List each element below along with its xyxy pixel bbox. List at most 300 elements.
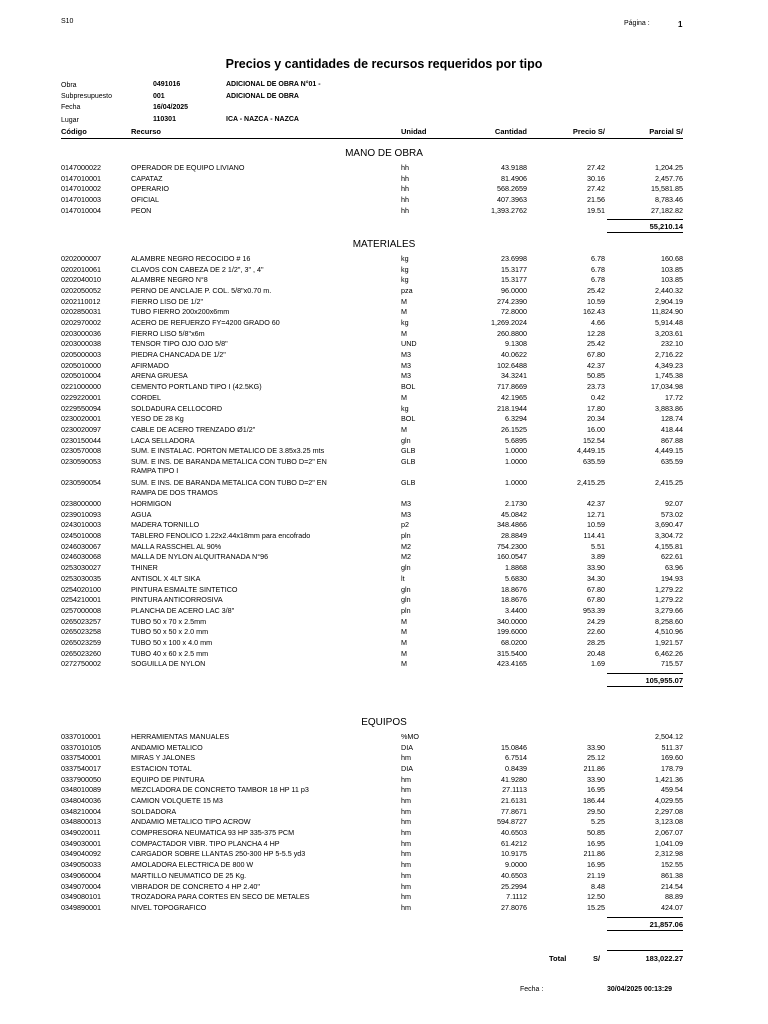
resource-price: 10.59 bbox=[587, 520, 605, 530]
resource-quantity: 81.4906 bbox=[501, 173, 527, 183]
total-currency: S/ bbox=[593, 954, 601, 963]
resource-description: ANDAMIO METALICO TIPO ACROW bbox=[131, 817, 251, 827]
resource-parcial: 11,824.90 bbox=[651, 307, 683, 317]
resource-unit: M3 bbox=[401, 350, 411, 360]
resource-unit: %MO bbox=[401, 732, 419, 741]
resource-price: 16.00 bbox=[587, 424, 605, 434]
resource-code: 0147010002 bbox=[61, 184, 101, 194]
resource-code: 0272750002 bbox=[61, 659, 101, 669]
fecha-value: 16/04/2025 bbox=[153, 104, 189, 111]
resource-code: 0202010061 bbox=[61, 264, 101, 274]
resource-price: 29.50 bbox=[587, 806, 605, 816]
resource-parcial: 232.10 bbox=[661, 339, 683, 349]
resource-unit: gln bbox=[401, 584, 411, 594]
resource-parcial: 1,279.22 bbox=[655, 584, 683, 594]
resource-code: 0203000038 bbox=[61, 339, 101, 349]
resource-quantity: 6.7514 bbox=[505, 753, 527, 763]
resource-description: NIVEL TOPOGRAFICO bbox=[131, 902, 207, 912]
resource-code: 0349030001 bbox=[61, 838, 101, 848]
resource-quantity: 2.1730 bbox=[505, 499, 527, 509]
obra-code: 0491016 bbox=[153, 81, 181, 88]
resource-quantity: 61.4212 bbox=[501, 838, 527, 848]
resource-unit: DIA bbox=[401, 742, 413, 752]
resource-parcial: 5,914.48 bbox=[655, 318, 683, 328]
resource-parcial: 1,204.25 bbox=[655, 163, 683, 172]
resource-price: 12.28 bbox=[587, 328, 605, 338]
resource-quantity: 1.0000 bbox=[505, 456, 527, 466]
resource-quantity: 25.2994 bbox=[501, 881, 527, 891]
resource-quantity: 717.8669 bbox=[497, 382, 527, 392]
resource-quantity: 160.0547 bbox=[497, 552, 527, 562]
resource-quantity: 77.8671 bbox=[501, 806, 527, 816]
resource-parcial: 6,462.26 bbox=[655, 648, 683, 658]
resource-unit: hm bbox=[401, 838, 411, 848]
resource-parcial: 103.85 bbox=[661, 264, 683, 274]
resource-parcial: 3,690.47 bbox=[655, 520, 683, 530]
resource-price: 5.25 bbox=[591, 817, 605, 827]
resource-price: 28.25 bbox=[587, 637, 605, 647]
resource-price: 17.80 bbox=[587, 403, 605, 413]
resource-unit: M bbox=[401, 328, 407, 338]
column-precio: Precio S/ bbox=[572, 127, 605, 136]
resource-description: TUBO FIERRO 200x200x6mm bbox=[131, 307, 230, 317]
resource-description: AMOLADORA ELECTRICA DE 800 W bbox=[131, 860, 254, 870]
resource-code: 0246030068 bbox=[61, 552, 101, 562]
resource-quantity: 5.6895 bbox=[505, 435, 527, 445]
resource-parcial: 3,203.61 bbox=[655, 328, 683, 338]
report-code: S10 bbox=[61, 18, 74, 25]
resource-parcial: 715.57 bbox=[661, 659, 683, 669]
resource-description: SOLDADURA CELLOCORD bbox=[131, 403, 223, 413]
resource-code: 0230590053 bbox=[61, 456, 101, 466]
resource-unit: hm bbox=[401, 806, 411, 816]
resource-parcial: 1,041.09 bbox=[655, 838, 683, 848]
resource-description: VIBRADOR DE CONCRETO 4 HP 2.40" bbox=[131, 881, 260, 891]
resource-unit: hm bbox=[401, 849, 411, 859]
resource-code: 0337540017 bbox=[61, 764, 101, 774]
resource-price: 4,449.15 bbox=[577, 446, 605, 456]
resource-price: 6.78 bbox=[591, 264, 605, 274]
resource-unit: M3 bbox=[401, 360, 411, 370]
resource-quantity: 26.1525 bbox=[501, 424, 527, 434]
resource-quantity: 7.1112 bbox=[506, 892, 527, 902]
resource-quantity: 1.0000 bbox=[505, 446, 527, 456]
column-parcial: Parcial S/ bbox=[649, 127, 683, 136]
resource-unit: hm bbox=[401, 892, 411, 902]
resource-price: 42.37 bbox=[587, 499, 605, 509]
resource-unit: lt bbox=[401, 573, 405, 583]
resource-code: 0349070004 bbox=[61, 881, 101, 891]
resource-parcial: 27,182.82 bbox=[651, 205, 683, 215]
resource-unit: hh bbox=[401, 173, 409, 183]
section-subtotal: 105,955.07 bbox=[645, 675, 683, 685]
resource-code: 0265023257 bbox=[61, 616, 101, 626]
resource-unit: M2 bbox=[401, 541, 411, 551]
resource-quantity: 218.1944 bbox=[497, 403, 527, 413]
resource-quantity: 40.0622 bbox=[501, 350, 527, 360]
resource-price: 162.43 bbox=[583, 307, 605, 317]
resource-unit: BOL bbox=[401, 382, 416, 392]
resource-description-continued: RAMPA TIPO I bbox=[131, 466, 179, 476]
resource-code: 0205000003 bbox=[61, 350, 101, 360]
resource-price: 23.73 bbox=[587, 382, 605, 392]
resource-description: AFIRMADO bbox=[131, 360, 169, 370]
resource-code: 0230020001 bbox=[61, 414, 101, 424]
resource-quantity: 1,269.2024 bbox=[491, 318, 527, 328]
resource-price: 1.69 bbox=[591, 659, 605, 669]
resource-description: ALAMBRE NEGRO N°8 bbox=[131, 275, 208, 285]
resource-code: 0202040010 bbox=[61, 275, 101, 285]
resource-description: SOLDADORA bbox=[131, 806, 177, 816]
resource-unit: hh bbox=[401, 205, 409, 215]
resource-description: ANTISOL X 4LT SIKA bbox=[131, 573, 201, 583]
resource-unit: M2 bbox=[401, 552, 411, 562]
lugar-label: Lugar bbox=[61, 117, 79, 124]
resource-quantity: 72.8000 bbox=[501, 307, 527, 317]
resource-unit: DIA bbox=[401, 764, 413, 774]
resource-parcial: 1,279.22 bbox=[655, 595, 683, 605]
resource-code: 0230020097 bbox=[61, 424, 101, 434]
resource-price: 12.50 bbox=[587, 892, 605, 902]
resource-quantity: 15.3177 bbox=[501, 264, 527, 274]
subpresupuesto-label: Subpresupuesto bbox=[61, 93, 112, 100]
lugar-name: ICA - NAZCA - NAZCA bbox=[226, 116, 299, 123]
resource-price: 67.80 bbox=[587, 595, 605, 605]
resource-quantity: 315.5400 bbox=[497, 648, 527, 658]
resource-code: 0147010004 bbox=[61, 205, 101, 215]
resource-description: CARGADOR SOBRE LLANTAS 250-300 HP 5-5.5 yd3 bbox=[131, 849, 306, 859]
resource-parcial: 103.85 bbox=[661, 275, 683, 285]
resource-quantity: 9.1308 bbox=[505, 339, 527, 349]
resource-description: CABLE DE ACERO TRENZADO Ø1/2" bbox=[131, 424, 256, 434]
resource-quantity: 40.6503 bbox=[501, 870, 527, 880]
resource-price: 186.44 bbox=[583, 796, 605, 806]
section-subtotal: 55,210.14 bbox=[649, 222, 683, 232]
lugar-code: 110301 bbox=[153, 116, 176, 123]
resource-description: OPERARIO bbox=[131, 184, 169, 194]
resource-quantity: 23.6998 bbox=[501, 254, 527, 263]
resource-price: 21.56 bbox=[587, 195, 605, 205]
resource-price: 25.12 bbox=[587, 753, 605, 763]
resource-parcial: 194.93 bbox=[661, 573, 683, 583]
resource-parcial: 4,449.15 bbox=[655, 446, 683, 456]
resource-quantity: 0.8439 bbox=[505, 764, 527, 774]
resource-description: HERRAMIENTAS MANUALES bbox=[131, 732, 230, 741]
resource-price: 953.39 bbox=[583, 605, 605, 615]
resource-quantity: 45.0842 bbox=[501, 509, 527, 519]
resource-parcial: 573.02 bbox=[661, 509, 683, 519]
resource-unit: pza bbox=[401, 286, 413, 296]
subtotal-bottom-divider bbox=[607, 232, 683, 233]
resource-unit: kg bbox=[401, 318, 409, 328]
footer-fecha-label: Fecha : bbox=[520, 986, 544, 993]
section-subtotal: 21,857.06 bbox=[649, 919, 683, 929]
resource-code: 0337010105 bbox=[61, 742, 101, 752]
resource-description: TENSOR TIPO OJO OJO 5/8" bbox=[131, 339, 228, 349]
resource-parcial: 622.61 bbox=[661, 552, 683, 562]
resource-code: 0202000007 bbox=[61, 254, 101, 263]
resource-description: MADERA TORNILLO bbox=[131, 520, 200, 530]
column-unidad: Unidad bbox=[401, 127, 427, 136]
resource-parcial: 8,258.60 bbox=[655, 616, 683, 626]
resource-price: 34.30 bbox=[587, 573, 605, 583]
resource-code: 0203000036 bbox=[61, 328, 101, 338]
resource-quantity: 5.6830 bbox=[505, 573, 527, 583]
resource-unit: kg bbox=[401, 254, 409, 263]
resource-parcial: 3,279.66 bbox=[655, 605, 683, 615]
resource-code: 0245010008 bbox=[61, 531, 101, 541]
resource-parcial: 17.72 bbox=[665, 392, 683, 402]
resource-code: 0230570008 bbox=[61, 446, 101, 456]
resource-description: HORMIGON bbox=[131, 499, 172, 509]
resource-unit: GLB bbox=[401, 446, 416, 456]
resource-price: 0.42 bbox=[591, 392, 605, 402]
resource-unit: pln bbox=[401, 531, 411, 541]
resource-unit: kg bbox=[401, 275, 409, 285]
resource-parcial: 2,504.12 bbox=[655, 732, 683, 741]
page-label: Página : bbox=[624, 20, 650, 27]
resource-unit: M3 bbox=[401, 371, 411, 381]
resource-parcial: 2,297.08 bbox=[655, 806, 683, 816]
resource-quantity: 10.9175 bbox=[501, 849, 527, 859]
resource-quantity: 754.2300 bbox=[497, 541, 527, 551]
resource-description: LACA SELLADORA bbox=[131, 435, 195, 445]
resource-unit: M bbox=[401, 392, 407, 402]
resource-code: 0348010089 bbox=[61, 785, 101, 795]
resource-code: 0348040036 bbox=[61, 796, 101, 806]
resource-quantity: 9.0000 bbox=[505, 860, 527, 870]
resource-price: 211.86 bbox=[583, 764, 605, 774]
resource-price: 27.42 bbox=[587, 163, 605, 172]
resource-code: 0254020100 bbox=[61, 584, 101, 594]
resource-code: 0265023258 bbox=[61, 627, 101, 637]
table-row bbox=[0, 660, 768, 672]
resource-unit: M bbox=[401, 627, 407, 637]
resource-price: 635.59 bbox=[583, 456, 605, 466]
resource-description: TROZADORA PARA CORTES EN SECO DE METALES bbox=[131, 892, 310, 902]
resource-description: PINTURA ANTICORROSIVA bbox=[131, 595, 223, 605]
resource-description: ARENA GRUESA bbox=[131, 371, 188, 381]
resource-quantity: 15.0846 bbox=[501, 742, 527, 752]
resource-price: 4.66 bbox=[591, 318, 605, 328]
resource-quantity: 260.8800 bbox=[497, 328, 527, 338]
resource-code: 0147010003 bbox=[61, 195, 101, 205]
resource-unit: M bbox=[401, 637, 407, 647]
resource-code: 0337010001 bbox=[61, 732, 101, 741]
resource-price: 5.51 bbox=[591, 541, 605, 551]
resource-code: 0239010093 bbox=[61, 509, 101, 519]
table-row bbox=[0, 904, 768, 916]
resource-description: MIRAS Y JALONES bbox=[131, 753, 196, 763]
resource-description: FIERRO LISO DE 1/2" bbox=[131, 296, 204, 306]
resource-code: 0348800013 bbox=[61, 817, 101, 827]
resource-description: PINTURA ESMALTE SINTETICO bbox=[131, 584, 238, 594]
resource-unit: hm bbox=[401, 785, 411, 795]
subtotal-bottom-divider bbox=[607, 686, 683, 687]
resource-parcial: 2,716.22 bbox=[655, 350, 683, 360]
resource-price: 2,415.25 bbox=[577, 478, 605, 487]
resource-parcial: 418.44 bbox=[661, 424, 683, 434]
resource-quantity: 1.0000 bbox=[505, 478, 527, 487]
obra-label: Obra bbox=[61, 82, 77, 89]
table-row bbox=[0, 478, 768, 497]
resource-quantity: 21.6131 bbox=[501, 796, 527, 806]
resource-price: 16.95 bbox=[587, 860, 605, 870]
resource-parcial: 2,312.98 bbox=[655, 849, 683, 859]
resource-code: 0257000008 bbox=[61, 605, 101, 615]
resource-code: 0265023259 bbox=[61, 637, 101, 647]
resource-parcial: 1,421.36 bbox=[655, 774, 683, 784]
section-title: MATERIALES bbox=[352, 239, 416, 250]
resource-unit: BOL bbox=[401, 414, 416, 424]
resource-description: CAMION VOLQUETE 15 M3 bbox=[131, 796, 223, 806]
resource-quantity: 27.8076 bbox=[501, 902, 527, 912]
resource-quantity: 27.1113 bbox=[502, 785, 527, 795]
resource-quantity: 40.6503 bbox=[501, 828, 527, 838]
resource-price: 42.37 bbox=[587, 360, 605, 370]
obra-name: ADICIONAL DE OBRA N°01 - bbox=[226, 81, 321, 88]
resource-code: 0265023260 bbox=[61, 648, 101, 658]
resource-code: 0337900050 bbox=[61, 774, 101, 784]
resource-code: 0230590054 bbox=[61, 478, 101, 487]
resource-unit: M3 bbox=[401, 509, 411, 519]
section-title: MANO DE OBRA bbox=[345, 148, 423, 159]
resource-unit: GLB bbox=[401, 478, 416, 487]
resource-price: 25.42 bbox=[587, 286, 605, 296]
resource-price: 24.29 bbox=[587, 616, 605, 626]
resource-price: 50.85 bbox=[587, 371, 605, 381]
resource-parcial: 2,067.07 bbox=[655, 828, 683, 838]
resource-code: 0349050033 bbox=[61, 860, 101, 870]
resource-parcial: 169.60 bbox=[661, 753, 683, 763]
resource-quantity: 3.4400 bbox=[505, 605, 527, 615]
header-divider bbox=[61, 138, 683, 139]
resource-parcial: 160.68 bbox=[661, 254, 683, 263]
table-row bbox=[0, 456, 768, 476]
resource-code: 0205010004 bbox=[61, 371, 101, 381]
subtotal-divider bbox=[607, 673, 683, 674]
column-codigo: Código bbox=[61, 127, 87, 136]
resource-code: 0229550094 bbox=[61, 403, 101, 413]
resource-parcial: 459.54 bbox=[661, 785, 683, 795]
resource-parcial: 2,415.25 bbox=[655, 478, 683, 487]
resource-parcial: 2,440.32 bbox=[655, 286, 683, 296]
resource-unit: hm bbox=[401, 828, 411, 838]
fecha-label: Fecha bbox=[61, 104, 81, 111]
resource-description: ESTACION TOTAL bbox=[131, 764, 192, 774]
resource-description: OFICIAL bbox=[131, 195, 159, 205]
resource-parcial: 88.89 bbox=[665, 892, 683, 902]
resource-parcial: 128.74 bbox=[661, 414, 683, 424]
resource-description: AGUA bbox=[131, 509, 152, 519]
resource-code: 0349060004 bbox=[61, 870, 101, 880]
resource-code: 0202110012 bbox=[61, 296, 101, 306]
resource-price: 33.90 bbox=[587, 563, 605, 573]
resource-code: 0349040092 bbox=[61, 849, 101, 859]
subpresupuesto-name: ADICIONAL DE OBRA bbox=[226, 93, 299, 100]
resource-description: THINER bbox=[131, 563, 158, 573]
resource-description: CAPATAZ bbox=[131, 173, 163, 183]
resource-quantity: 348.4866 bbox=[497, 520, 527, 530]
resource-parcial: 861.38 bbox=[661, 870, 683, 880]
resource-description: COMPACTADOR VIBR. TIPO PLANCHA 4 HP bbox=[131, 838, 280, 848]
resource-parcial: 2,904.19 bbox=[655, 296, 683, 306]
resource-quantity: 1,393.2762 bbox=[491, 205, 527, 215]
resource-description: TUBO 50 x 50 x 2.0 mm bbox=[131, 627, 209, 637]
resource-parcial: 4,029.55 bbox=[655, 796, 683, 806]
resource-unit: hm bbox=[401, 902, 411, 912]
resource-unit: hm bbox=[401, 817, 411, 827]
resource-unit: M bbox=[401, 424, 407, 434]
resource-quantity: 18.8676 bbox=[501, 595, 527, 605]
resource-description: SOGUILLA DE NYLON bbox=[131, 659, 206, 669]
resource-code: 0349890001 bbox=[61, 902, 101, 912]
resource-description: CORDEL bbox=[131, 392, 161, 402]
resource-quantity: 274.2390 bbox=[497, 296, 527, 306]
resource-unit: M bbox=[401, 659, 407, 669]
resource-description: SUM. E INSTALAC. PORTON METALICO DE 3.85x3.25 mts bbox=[131, 446, 325, 456]
resource-unit: hm bbox=[401, 774, 411, 784]
resource-parcial: 152.55 bbox=[661, 860, 683, 870]
resource-quantity: 1.8868 bbox=[505, 563, 527, 573]
resource-description: MARTILLO NEUMATICO DE 25 Kg. bbox=[131, 870, 247, 880]
resource-parcial: 178.79 bbox=[661, 764, 683, 774]
resource-price: 19.51 bbox=[587, 205, 605, 215]
report-title: Precios y cantidades de recursos requeridos por tipo bbox=[225, 57, 543, 71]
resource-code: 0253030035 bbox=[61, 573, 101, 583]
resource-parcial: 3,883.86 bbox=[655, 403, 683, 413]
resource-parcial: 17,034.98 bbox=[651, 382, 683, 392]
resource-parcial: 867.88 bbox=[661, 435, 683, 445]
resource-parcial: 15,581.85 bbox=[651, 184, 683, 194]
resource-quantity: 594.8727 bbox=[497, 817, 527, 827]
resource-quantity: 28.8849 bbox=[501, 531, 527, 541]
resource-price: 12.71 bbox=[587, 509, 605, 519]
resource-code: 0202850031 bbox=[61, 307, 101, 317]
resource-code: 0348210004 bbox=[61, 806, 101, 816]
resource-unit: kg bbox=[401, 403, 409, 413]
subtotal-divider bbox=[607, 219, 683, 220]
resource-parcial: 1,745.38 bbox=[655, 371, 683, 381]
resource-quantity: 407.3963 bbox=[497, 195, 527, 205]
resource-parcial: 3,123.08 bbox=[655, 817, 683, 827]
resource-price: 16.95 bbox=[587, 838, 605, 848]
resource-parcial: 511.37 bbox=[661, 742, 683, 752]
resource-quantity: 423.4165 bbox=[497, 659, 527, 669]
resource-code: 0221000000 bbox=[61, 382, 101, 392]
resource-price: 30.16 bbox=[587, 173, 605, 183]
resource-unit: hm bbox=[401, 753, 411, 763]
resource-quantity: 42.1965 bbox=[501, 392, 527, 402]
resource-description: PEON bbox=[131, 205, 152, 215]
resource-price: 15.25 bbox=[587, 902, 605, 912]
resource-unit: GLB bbox=[401, 456, 416, 466]
resource-description: TUBO 50 x 70 x 2.5mm bbox=[131, 616, 207, 626]
resource-quantity: 34.3241 bbox=[501, 371, 527, 381]
resource-unit: hm bbox=[401, 796, 411, 806]
resource-description: SUM. E INS. DE BARANDA METALICA CON TUBO D=2" EN bbox=[131, 456, 327, 466]
subpresupuesto-code: 001 bbox=[153, 93, 165, 100]
resource-unit: kg bbox=[401, 264, 409, 274]
resource-quantity: 6.3294 bbox=[505, 414, 527, 424]
total-label: Total bbox=[549, 954, 567, 963]
resource-quantity: 96.0000 bbox=[501, 286, 527, 296]
resource-price: 152.54 bbox=[583, 435, 605, 445]
column-cantidad: Cantidad bbox=[494, 127, 527, 136]
resource-unit: M bbox=[401, 307, 407, 317]
resource-price: 67.80 bbox=[587, 584, 605, 594]
resource-parcial: 92.07 bbox=[665, 499, 683, 509]
